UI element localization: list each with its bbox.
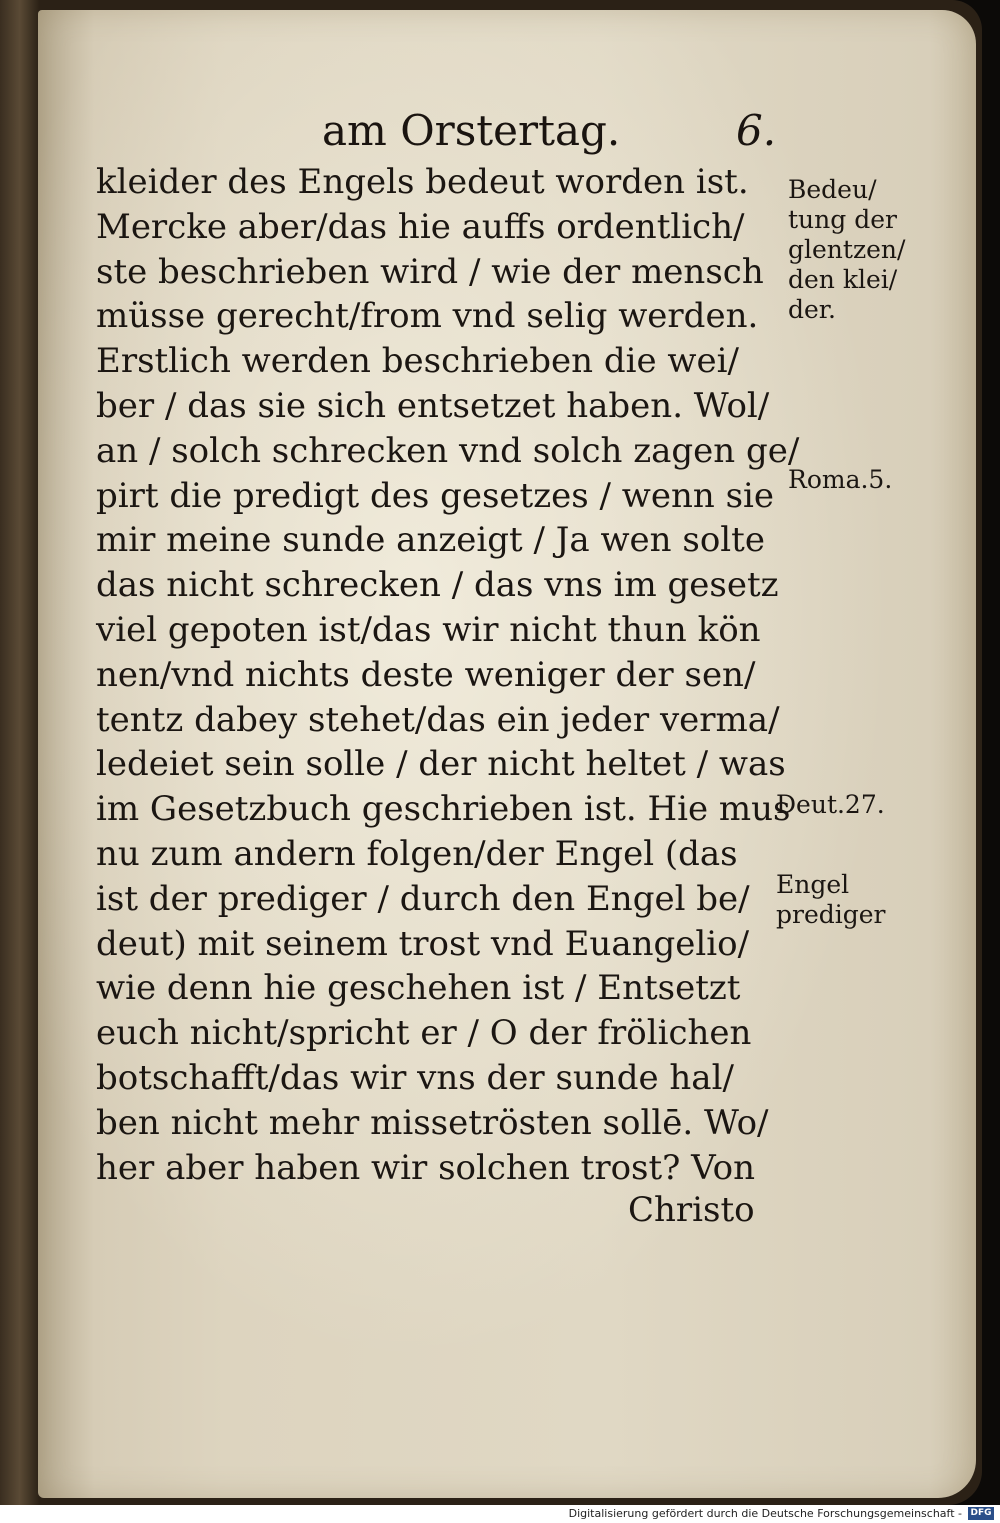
text-line: ber / das sie sich entsetzet haben. Wol/ [96, 385, 770, 426]
margin-note: Engel prediger [776, 870, 886, 929]
text-line: im Gesetzbuch geschrieben ist. Hie mus [96, 789, 791, 830]
text-line: nu zum andern folgen/der Engel (das [96, 833, 738, 874]
text-line: tentz dabey stehet/das ein jeder verma/ [96, 699, 780, 740]
margin-note: Deut.27. [776, 790, 885, 819]
margin-note: Bedeu/ tung der glentzen/ den klei/ der. [788, 175, 906, 324]
page-number: 6. [736, 106, 777, 155]
text-line: Mercke aber/das hie auffs ordentlich/ [96, 206, 745, 247]
running-head: am Orstertag. [322, 106, 621, 155]
book-page [38, 10, 976, 1498]
margin-note: Roma.5. [788, 465, 893, 494]
funding-credit: Digitalisierung gefördert durch die Deutsche Forschungsgemeinschaft - [568, 1507, 962, 1520]
text-line: müsse gerecht/from vnd selig werden. [96, 296, 759, 337]
text-line: Erstlich werden beschrieben die wei/ [96, 341, 739, 382]
text-line: botschafft/das wir vns der sunde hal/ [96, 1057, 734, 1098]
text-line: kleider des Engels bedeut worden ist. [96, 162, 749, 202]
text-line: wie denn hie geschehen ist / Entsetzt [96, 968, 741, 1009]
text-line: ist der prediger / durch den Engel be/ [96, 878, 750, 919]
text-line: mir meine sunde anzeigt / Ja wen solte [96, 520, 765, 561]
dfg-logo: DFG [968, 1507, 994, 1520]
footer-bar [0, 1505, 1000, 1523]
text-line: ste beschrieben wird / wie der mensch [96, 251, 764, 292]
main-text [96, 160, 800, 1190]
text-line: das nicht schrecken / das vns im gesetz [96, 565, 779, 606]
text-line: euch nicht/spricht er / O der frölichen [96, 1013, 752, 1054]
text-line: an / solch schrecken vnd solch zagen ge/ [96, 430, 800, 471]
catchword: Christo [628, 1190, 755, 1230]
text-line: deut) mit seinem trost vnd Euangelio/ [96, 923, 750, 964]
text-line: ledeiet sein solle / der nicht heltet / was [96, 744, 786, 785]
text-line: viel gepoten ist/das wir nicht thun kön [96, 609, 761, 650]
text-line: her aber haben wir solchen trost? Von [96, 1147, 755, 1188]
text-line: pirt die predigt des gesetzes / wenn sie [96, 475, 775, 516]
text-line: ben nicht mehr missetrösten sollē. Wo/ [96, 1102, 769, 1143]
text-line: nen/vnd nichts deste weniger der sen/ [96, 654, 756, 695]
page-header [38, 106, 976, 166]
